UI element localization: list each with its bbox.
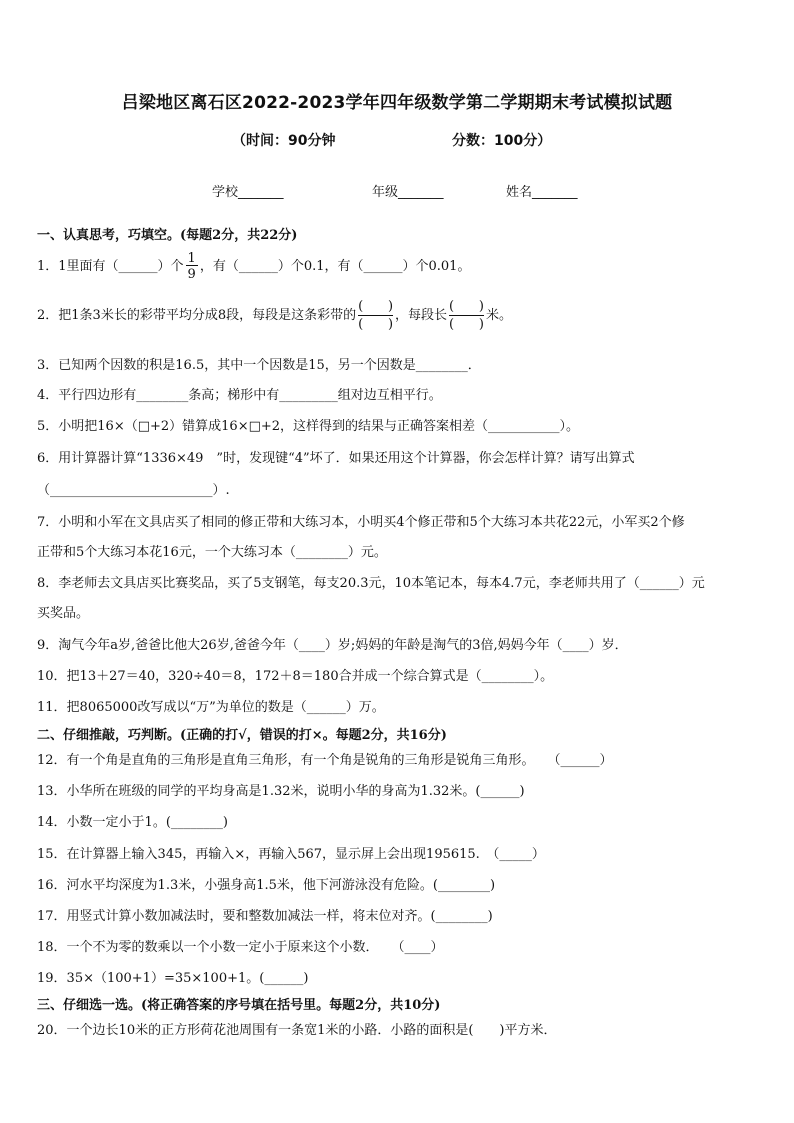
question-20: 20．一个边长10米的正方形荷花池周围有一条宽1米的小路．小路的面积是( )平方米． — [37, 1023, 557, 1038]
school-field[interactable]: 学校_______ — [212, 185, 284, 200]
grade-field[interactable]: 年级_______ — [372, 185, 444, 200]
exam-title: 吕梁地区离石区2022-2023学年四年级数学第二学期期末考试模拟试题 — [121, 93, 673, 113]
question-2 — [37, 298, 512, 333]
blank-fraction-top: ( ) — [449, 299, 484, 314]
question-1-part-a: 1．1里面有（______）个 — [37, 259, 184, 274]
question-11: 11．把8065000改写成以“万”为单位的数是（______）万。 — [37, 700, 385, 715]
question-5: 5．小明把16×（□+2）错算成16×□+2，这样得到的结果与正确答案相差（___________）。 — [37, 419, 580, 434]
name-field[interactable]: 姓名_______ — [506, 185, 578, 200]
time-limit: （时间：90分钟 — [232, 133, 336, 149]
question-8-continued: 买奖品。 — [37, 606, 90, 621]
blank-fraction-bottom: ( ) — [449, 317, 484, 332]
question-1-part-b: ，有（______）个0.1，有（______）个0.01。 — [199, 259, 471, 274]
section-3-heading: 三、仔细选一选。(将正确答案的序号填在括号里。每题2分，共10分) — [37, 998, 441, 1013]
section-1-heading: 一、认真思考，巧填空。(每题2分，共22分) — [37, 228, 298, 243]
question-7: 7．小明和小军在文具店买了相同的修正带和大练习本，小明买4个修正带和5个大练习本共花22元，小军买2个修 — [37, 515, 685, 530]
question-16: 16．河水平均深度为1.3米，小强身高1.5米，他下河游泳没有危险。(________) — [37, 878, 496, 893]
question-3: 3．已知两个因数的积是16.5，其中一个因数是15，另一个因数是________． — [37, 358, 481, 373]
question-19: 19．35×（100+1）=35×100+1。(______) — [37, 971, 309, 986]
question-8: 8．李老师去文具店买比赛奖品，买了5支钢笔，每支20.3元，10本笔记本，每本4.7元，李老师共用了（______）元 — [37, 576, 705, 591]
question-15: 15．在计算器上输入345，再输入×，再输入567，显示屏上会出现195615. （_____） — [37, 847, 545, 862]
fraction-one-ninth — [186, 252, 198, 281]
question-6: 6．用计算器计算“1336×49 ”时，发现键“4”坏了．如果还用这个计算器，你会怎样计算？请写出算式 — [37, 451, 635, 466]
blank-fraction-2[interactable] — [449, 298, 484, 333]
question-1 — [37, 252, 470, 281]
question-7-continued: 正带和5个大练习本花16元，一个大练习本（________）元。 — [37, 545, 387, 560]
question-6-answer: （_________________________）. — [37, 483, 230, 498]
blank-fraction-1[interactable] — [358, 298, 393, 333]
question-2-part-b: ，每段长 — [395, 308, 448, 323]
question-13: 13．小华所在班级的同学的平均身高是1.32米，说明小华的身高为1.32米。(______) — [37, 784, 525, 799]
blank-fraction-top: ( ) — [358, 299, 394, 314]
fraction-numerator: 1 — [187, 251, 196, 266]
total-score: 分数：100分） — [452, 133, 552, 149]
blank-fraction-bottom: ( ) — [358, 317, 394, 332]
question-4: 4．平行四边形有________条高；梯形中有_________组对边互相平行。 — [37, 388, 442, 403]
question-12: 12．有一个角是直角的三角形是直角三角形，有一个角是锐角的三角形是锐角三角形。 （______） — [37, 753, 613, 768]
question-18: 18．一个不为零的数乘以一个小数一定小于原来这个小数． （____） — [37, 940, 444, 955]
fraction-denominator: 9 — [187, 267, 196, 282]
question-14: 14．小数一定小于1。(________) — [37, 815, 228, 830]
question-10: 10．把13＋27＝40，320÷40＝8，172＋8＝180合并成一个综合算式是（________）。 — [37, 669, 554, 684]
question-9: 9．淘气今年a岁,爸爸比他大26岁,爸爸今年（____）岁;妈妈的年龄是淘气的3倍,妈妈今年（____）岁． — [37, 638, 628, 653]
section-2-heading: 二、仔细推敲，巧判断。(正确的打√，错误的打×。每题2分，共16分) — [37, 728, 447, 743]
question-2-part-c: 米。 — [485, 308, 512, 323]
question-17: 17．用竖式计算小数加减法时，要和整数加减法一样，将末位对齐。(________) — [37, 909, 493, 924]
question-2-part-a: 2．把1条3米长的彩带平均分成8段，每段是这条彩带的 — [37, 308, 357, 323]
